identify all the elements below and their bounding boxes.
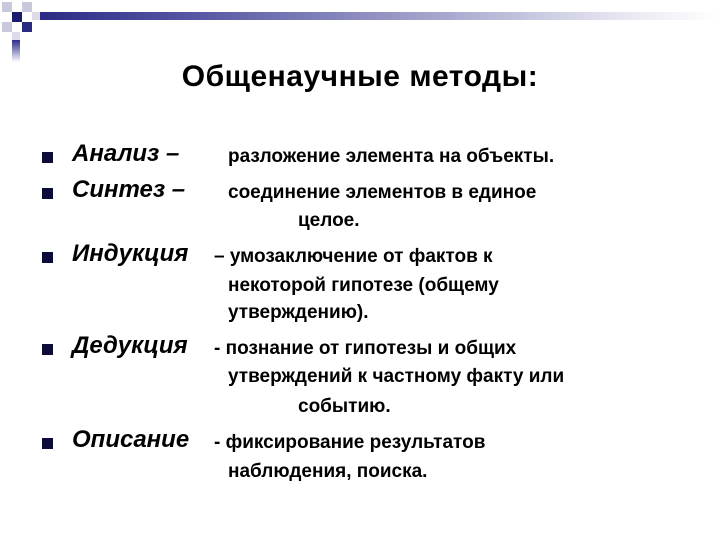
definition-line: - познание от гипотезы и общих (214, 338, 517, 359)
bullet-square-icon (42, 344, 53, 355)
term-description: Описание (72, 426, 190, 453)
bullet-square-icon (42, 152, 53, 163)
slide-title: Общенаучные методы: (181, 60, 539, 93)
bullet-square-icon (42, 438, 53, 449)
definition-line: утверждению). (228, 302, 369, 323)
definition-line: событию. (298, 396, 391, 417)
term-synthesis: Синтез – (72, 176, 186, 203)
left-gradient-bar (12, 40, 20, 62)
corner-square-decoration (12, 32, 20, 40)
corner-square-decoration (2, 2, 12, 12)
bullet-square-icon (42, 252, 53, 263)
definition-line: наблюдения, поиска. (228, 461, 428, 482)
definition-line: – умозаключение от фактов к (214, 246, 493, 267)
definition-line: целое. (298, 210, 360, 231)
bullet-square-icon (42, 188, 53, 199)
corner-square-decoration (22, 22, 32, 32)
corner-square-decoration (2, 22, 12, 32)
term-deduction: Дедукция (72, 332, 188, 359)
definition-line: некоторой гипотезе (общему (228, 275, 499, 296)
corner-square-decoration (22, 2, 32, 12)
definition-line: утверждений к частному факту или (228, 366, 565, 387)
corner-square-decoration (32, 12, 40, 20)
definition-line: - фиксирование результатов (214, 432, 486, 453)
corner-square-decoration (12, 12, 22, 22)
definition-line: разложение элемента на объекты. (228, 146, 555, 167)
term-induction: Индукция (72, 240, 189, 267)
term-analysis: Анализ – (72, 140, 180, 167)
top-gradient-bar (40, 12, 720, 20)
definition-line: соединение элементов в единое (228, 182, 537, 203)
